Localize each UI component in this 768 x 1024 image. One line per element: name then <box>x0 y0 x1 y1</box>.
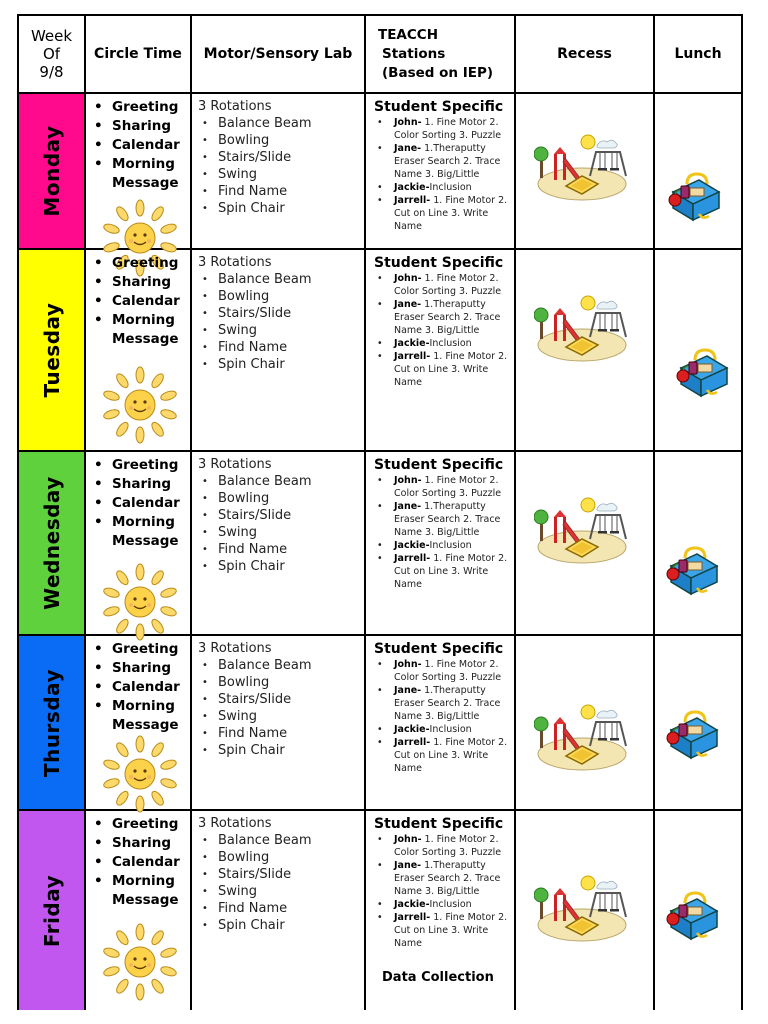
circle-time-cell <box>85 93 191 249</box>
motor-item: • Balance Beam <box>198 271 364 288</box>
rotations-label: 3 Rotations <box>198 816 272 831</box>
motor-item: • Find Name <box>198 339 364 356</box>
lunchbox-icon <box>663 885 721 943</box>
week-header <box>18 15 85 93</box>
student-plan: 1. Fine Motor 2. Color Sorting 3. Puzzle <box>394 834 502 858</box>
student-name: Jackie- <box>394 338 430 349</box>
motor-list <box>198 271 364 373</box>
student-plan: 1.Theraputty Eraser Search 2. Trace Name 3. Big/Little <box>394 143 501 180</box>
circle-item-sharing: • Sharing <box>92 475 190 494</box>
student-jane <box>374 684 514 723</box>
rotations-label: 3 Rotations <box>198 457 272 472</box>
lunch-cell <box>654 451 742 635</box>
circle-time-list <box>86 811 190 910</box>
week-label: Week <box>30 27 73 45</box>
student-name: Jane- <box>394 299 422 310</box>
student-jarrell <box>374 194 514 233</box>
motor-item: • Bowling <box>198 849 364 866</box>
motor-item: • Balance Beam <box>198 115 364 132</box>
circle-item-morning: • Morning <box>92 697 190 716</box>
student-plan: 1. Fine Motor 2. Cut on Line 3. Write Name <box>394 912 508 949</box>
circle-item-message: Message <box>112 331 179 347</box>
circle-item-message: Message <box>112 175 179 191</box>
student-name: John- <box>394 659 422 670</box>
circle-item-sharing: • Sharing <box>92 834 190 853</box>
student-plan: Inclusion <box>429 540 472 551</box>
student-list <box>374 833 514 950</box>
motor-item: • Bowling <box>198 674 364 691</box>
student-plan: 1. Fine Motor 2. Cut on Line 3. Write Name <box>394 553 508 590</box>
day-row-monday <box>18 93 742 249</box>
teacch-header <box>365 15 515 93</box>
student-name: Jarrell- <box>394 737 431 748</box>
motor-item: • Swing <box>198 322 364 339</box>
motor-lab-cell <box>191 635 365 810</box>
motor-item: • Bowling <box>198 132 364 149</box>
circle-time-list <box>86 636 190 735</box>
motor-lab-header: Motor/Sensory Lab <box>191 15 365 93</box>
student-name: John- <box>394 117 422 128</box>
motor-lab-cell <box>191 93 365 249</box>
week-date: 9/8 <box>39 63 64 81</box>
lunchbox-icon <box>665 166 723 224</box>
circle-item-morning: • Morning <box>92 311 190 330</box>
motor-item: • Find Name <box>198 900 364 917</box>
motor-item: • Spin Chair <box>198 558 364 575</box>
motor-item: • Swing <box>198 708 364 725</box>
motor-item: • Stairs/Slide <box>198 507 364 524</box>
teacch-title: TEACCH <box>378 26 438 43</box>
teacch-cell <box>365 451 515 635</box>
day-cell-tuesday <box>18 249 85 451</box>
student-name: Jarrell- <box>394 553 431 564</box>
lunchbox-icon <box>663 704 721 762</box>
motor-list <box>198 832 364 934</box>
student-plan: 1. Fine Motor 2. Cut on Line 3. Write Name <box>394 195 508 232</box>
student-jane <box>374 298 514 337</box>
student-specific-title: Student Specific <box>374 99 504 115</box>
student-name: John- <box>394 834 422 845</box>
student-plan: 1. Fine Motor 2. Cut on Line 3. Write Name <box>394 737 508 774</box>
student-list <box>374 658 514 775</box>
student-plan: 1. Fine Motor 2. Color Sorting 3. Puzzle <box>394 659 502 683</box>
header-row <box>18 15 742 93</box>
circle-item-sharing: • Sharing <box>92 117 190 136</box>
day-label: Friday <box>39 874 64 947</box>
day-row-wednesday <box>18 451 742 635</box>
circle-item-greeting: • Greeting <box>92 254 190 273</box>
student-name: Jackie- <box>394 724 430 735</box>
student-john <box>374 272 514 298</box>
student-specific-title: Student Specific <box>374 641 504 657</box>
circle-item-calendar: • Calendar <box>92 292 190 311</box>
sun-icon <box>100 365 180 445</box>
motor-list <box>198 657 364 759</box>
motor-list <box>198 115 364 217</box>
motor-list <box>198 473 364 575</box>
student-name: John- <box>394 273 422 284</box>
recess-cell <box>515 810 654 1010</box>
playground-icon <box>534 704 630 774</box>
student-jarrell <box>374 736 514 775</box>
motor-lab-cell <box>191 451 365 635</box>
student-jackie <box>374 337 514 350</box>
student-jane <box>374 142 514 181</box>
student-list <box>374 116 514 233</box>
day-cell-monday <box>18 93 85 249</box>
rotations-label: 3 Rotations <box>198 255 272 270</box>
student-name: Jane- <box>394 860 422 871</box>
circle-item-morning: • Morning <box>92 872 190 891</box>
student-john <box>374 474 514 500</box>
lunchbox-icon <box>663 540 721 598</box>
circle-item-message: Message <box>112 717 179 733</box>
student-name: Jane- <box>394 501 422 512</box>
motor-lab-cell <box>191 810 365 1010</box>
circle-item-sharing: • Sharing <box>92 273 190 292</box>
student-name: Jane- <box>394 685 422 696</box>
motor-item: • Spin Chair <box>198 742 364 759</box>
lunchbox-icon <box>673 342 731 400</box>
teacch-cell <box>365 635 515 810</box>
motor-item: • Bowling <box>198 288 364 305</box>
student-plan: 1. Fine Motor 2. Color Sorting 3. Puzzle <box>394 475 502 499</box>
circle-time-list <box>86 94 190 193</box>
teacch-based-on: (Based on IEP) <box>382 64 494 81</box>
student-list <box>374 474 514 591</box>
student-name: Jarrell- <box>394 195 431 206</box>
circle-item-calendar: • Calendar <box>92 678 190 697</box>
sun-icon <box>100 734 180 814</box>
recess-cell <box>515 249 654 451</box>
day-row-friday <box>18 810 742 1010</box>
lunch-cell <box>654 635 742 810</box>
student-plan: 1.Theraputty Eraser Search 2. Trace Name 3. Big/Little <box>394 685 501 722</box>
motor-item: • Stairs/Slide <box>198 149 364 166</box>
motor-item: • Find Name <box>198 183 364 200</box>
playground-icon <box>534 295 630 365</box>
student-name: Jane- <box>394 143 422 154</box>
day-row-tuesday <box>18 249 742 451</box>
student-jackie <box>374 723 514 736</box>
day-cell-wednesday <box>18 451 85 635</box>
circle-item-greeting: • Greeting <box>92 456 190 475</box>
lunch-cell <box>654 810 742 1010</box>
student-specific-title: Student Specific <box>374 816 504 832</box>
circle-time-list <box>86 250 190 349</box>
student-list <box>374 272 514 389</box>
motor-item: • Swing <box>198 524 364 541</box>
teacch-cell <box>365 810 515 1010</box>
student-jackie <box>374 898 514 911</box>
teacch-cell <box>365 249 515 451</box>
recess-cell <box>515 451 654 635</box>
student-plan: Inclusion <box>429 338 472 349</box>
motor-item: • Stairs/Slide <box>198 691 364 708</box>
recess-header: Recess <box>515 15 654 93</box>
student-name: Jarrell- <box>394 912 431 923</box>
student-plan: 1. Fine Motor 2. Color Sorting 3. Puzzle <box>394 273 502 297</box>
circle-time-cell <box>85 635 191 810</box>
student-john <box>374 833 514 859</box>
motor-item: • Balance Beam <box>198 473 364 490</box>
circle-time-header: Circle Time <box>85 15 191 93</box>
motor-item: • Swing <box>198 166 364 183</box>
motor-item: • Spin Chair <box>198 356 364 373</box>
day-row-thursday <box>18 635 742 810</box>
rotations-label: 3 Rotations <box>198 99 272 114</box>
student-name: Jackie- <box>394 182 430 193</box>
student-name: Jackie- <box>394 540 430 551</box>
day-label: Wednesday <box>39 476 64 610</box>
sun-icon <box>100 562 180 642</box>
day-cell-thursday <box>18 635 85 810</box>
student-plan: 1.Theraputty Eraser Search 2. Trace Name 3. Big/Little <box>394 860 501 897</box>
student-specific-title: Student Specific <box>374 255 504 271</box>
motor-item: • Balance Beam <box>198 832 364 849</box>
student-plan: Inclusion <box>429 182 472 193</box>
circle-item-greeting: • Greeting <box>92 815 190 834</box>
student-name: Jarrell- <box>394 351 431 362</box>
circle-item-sharing: • Sharing <box>92 659 190 678</box>
recess-cell <box>515 93 654 249</box>
student-plan: 1.Theraputty Eraser Search 2. Trace Name 3. Big/Little <box>394 501 501 538</box>
weekly-schedule-table <box>17 14 743 1010</box>
circle-item-calendar: • Calendar <box>92 494 190 513</box>
data-collection-label: Data Collection <box>382 970 494 985</box>
day-cell-friday <box>18 810 85 1010</box>
motor-lab-cell <box>191 249 365 451</box>
teacch-cell <box>365 93 515 249</box>
student-plan: 1.Theraputty Eraser Search 2. Trace Name 3. Big/Little <box>394 299 501 336</box>
student-jane <box>374 859 514 898</box>
day-label: Tuesday <box>39 302 64 398</box>
lunch-cell <box>654 249 742 451</box>
motor-item: • Find Name <box>198 541 364 558</box>
motor-item: • Bowling <box>198 490 364 507</box>
student-john <box>374 658 514 684</box>
student-plan: 1. Fine Motor 2. Color Sorting 3. Puzzle <box>394 117 502 141</box>
circle-item-calendar: • Calendar <box>92 853 190 872</box>
student-name: John- <box>394 475 422 486</box>
circle-item-greeting: • Greeting <box>92 98 190 117</box>
motor-item: • Stairs/Slide <box>198 866 364 883</box>
student-plan: Inclusion <box>429 724 472 735</box>
day-label: Monday <box>39 125 64 217</box>
student-specific-title: Student Specific <box>374 457 504 473</box>
circle-item-message: Message <box>112 892 179 908</box>
playground-icon <box>534 875 630 945</box>
motor-item: • Swing <box>198 883 364 900</box>
circle-time-cell <box>85 249 191 451</box>
circle-time-list <box>86 452 190 551</box>
week-of-label: Of <box>42 45 61 63</box>
playground-icon <box>534 497 630 567</box>
student-jane <box>374 500 514 539</box>
motor-item: • Stairs/Slide <box>198 305 364 322</box>
circle-item-morning: • Morning <box>92 513 190 532</box>
student-jarrell <box>374 911 514 950</box>
student-plan: Inclusion <box>429 899 472 910</box>
student-jarrell <box>374 350 514 389</box>
motor-item: • Spin Chair <box>198 917 364 934</box>
sun-icon <box>100 922 180 1002</box>
student-john <box>374 116 514 142</box>
recess-cell <box>515 635 654 810</box>
circle-time-cell <box>85 810 191 1010</box>
motor-item: • Spin Chair <box>198 200 364 217</box>
rotations-label: 3 Rotations <box>198 641 272 656</box>
motor-item: • Find Name <box>198 725 364 742</box>
student-name: Jackie- <box>394 899 430 910</box>
circle-item-calendar: • Calendar <box>92 136 190 155</box>
teacch-stations: Stations <box>382 45 446 62</box>
circle-time-cell <box>85 451 191 635</box>
motor-item: • Balance Beam <box>198 657 364 674</box>
student-plan: 1. Fine Motor 2. Cut on Line 3. Write Name <box>394 351 508 388</box>
lunch-cell <box>654 93 742 249</box>
day-label: Thursday <box>39 668 64 777</box>
playground-icon <box>534 134 630 204</box>
student-jackie <box>374 181 514 194</box>
lunch-header: Lunch <box>654 15 742 93</box>
circle-item-message: Message <box>112 533 179 549</box>
circle-item-greeting: • Greeting <box>92 640 190 659</box>
circle-item-morning: • Morning <box>92 155 190 174</box>
student-jarrell <box>374 552 514 591</box>
student-jackie <box>374 539 514 552</box>
